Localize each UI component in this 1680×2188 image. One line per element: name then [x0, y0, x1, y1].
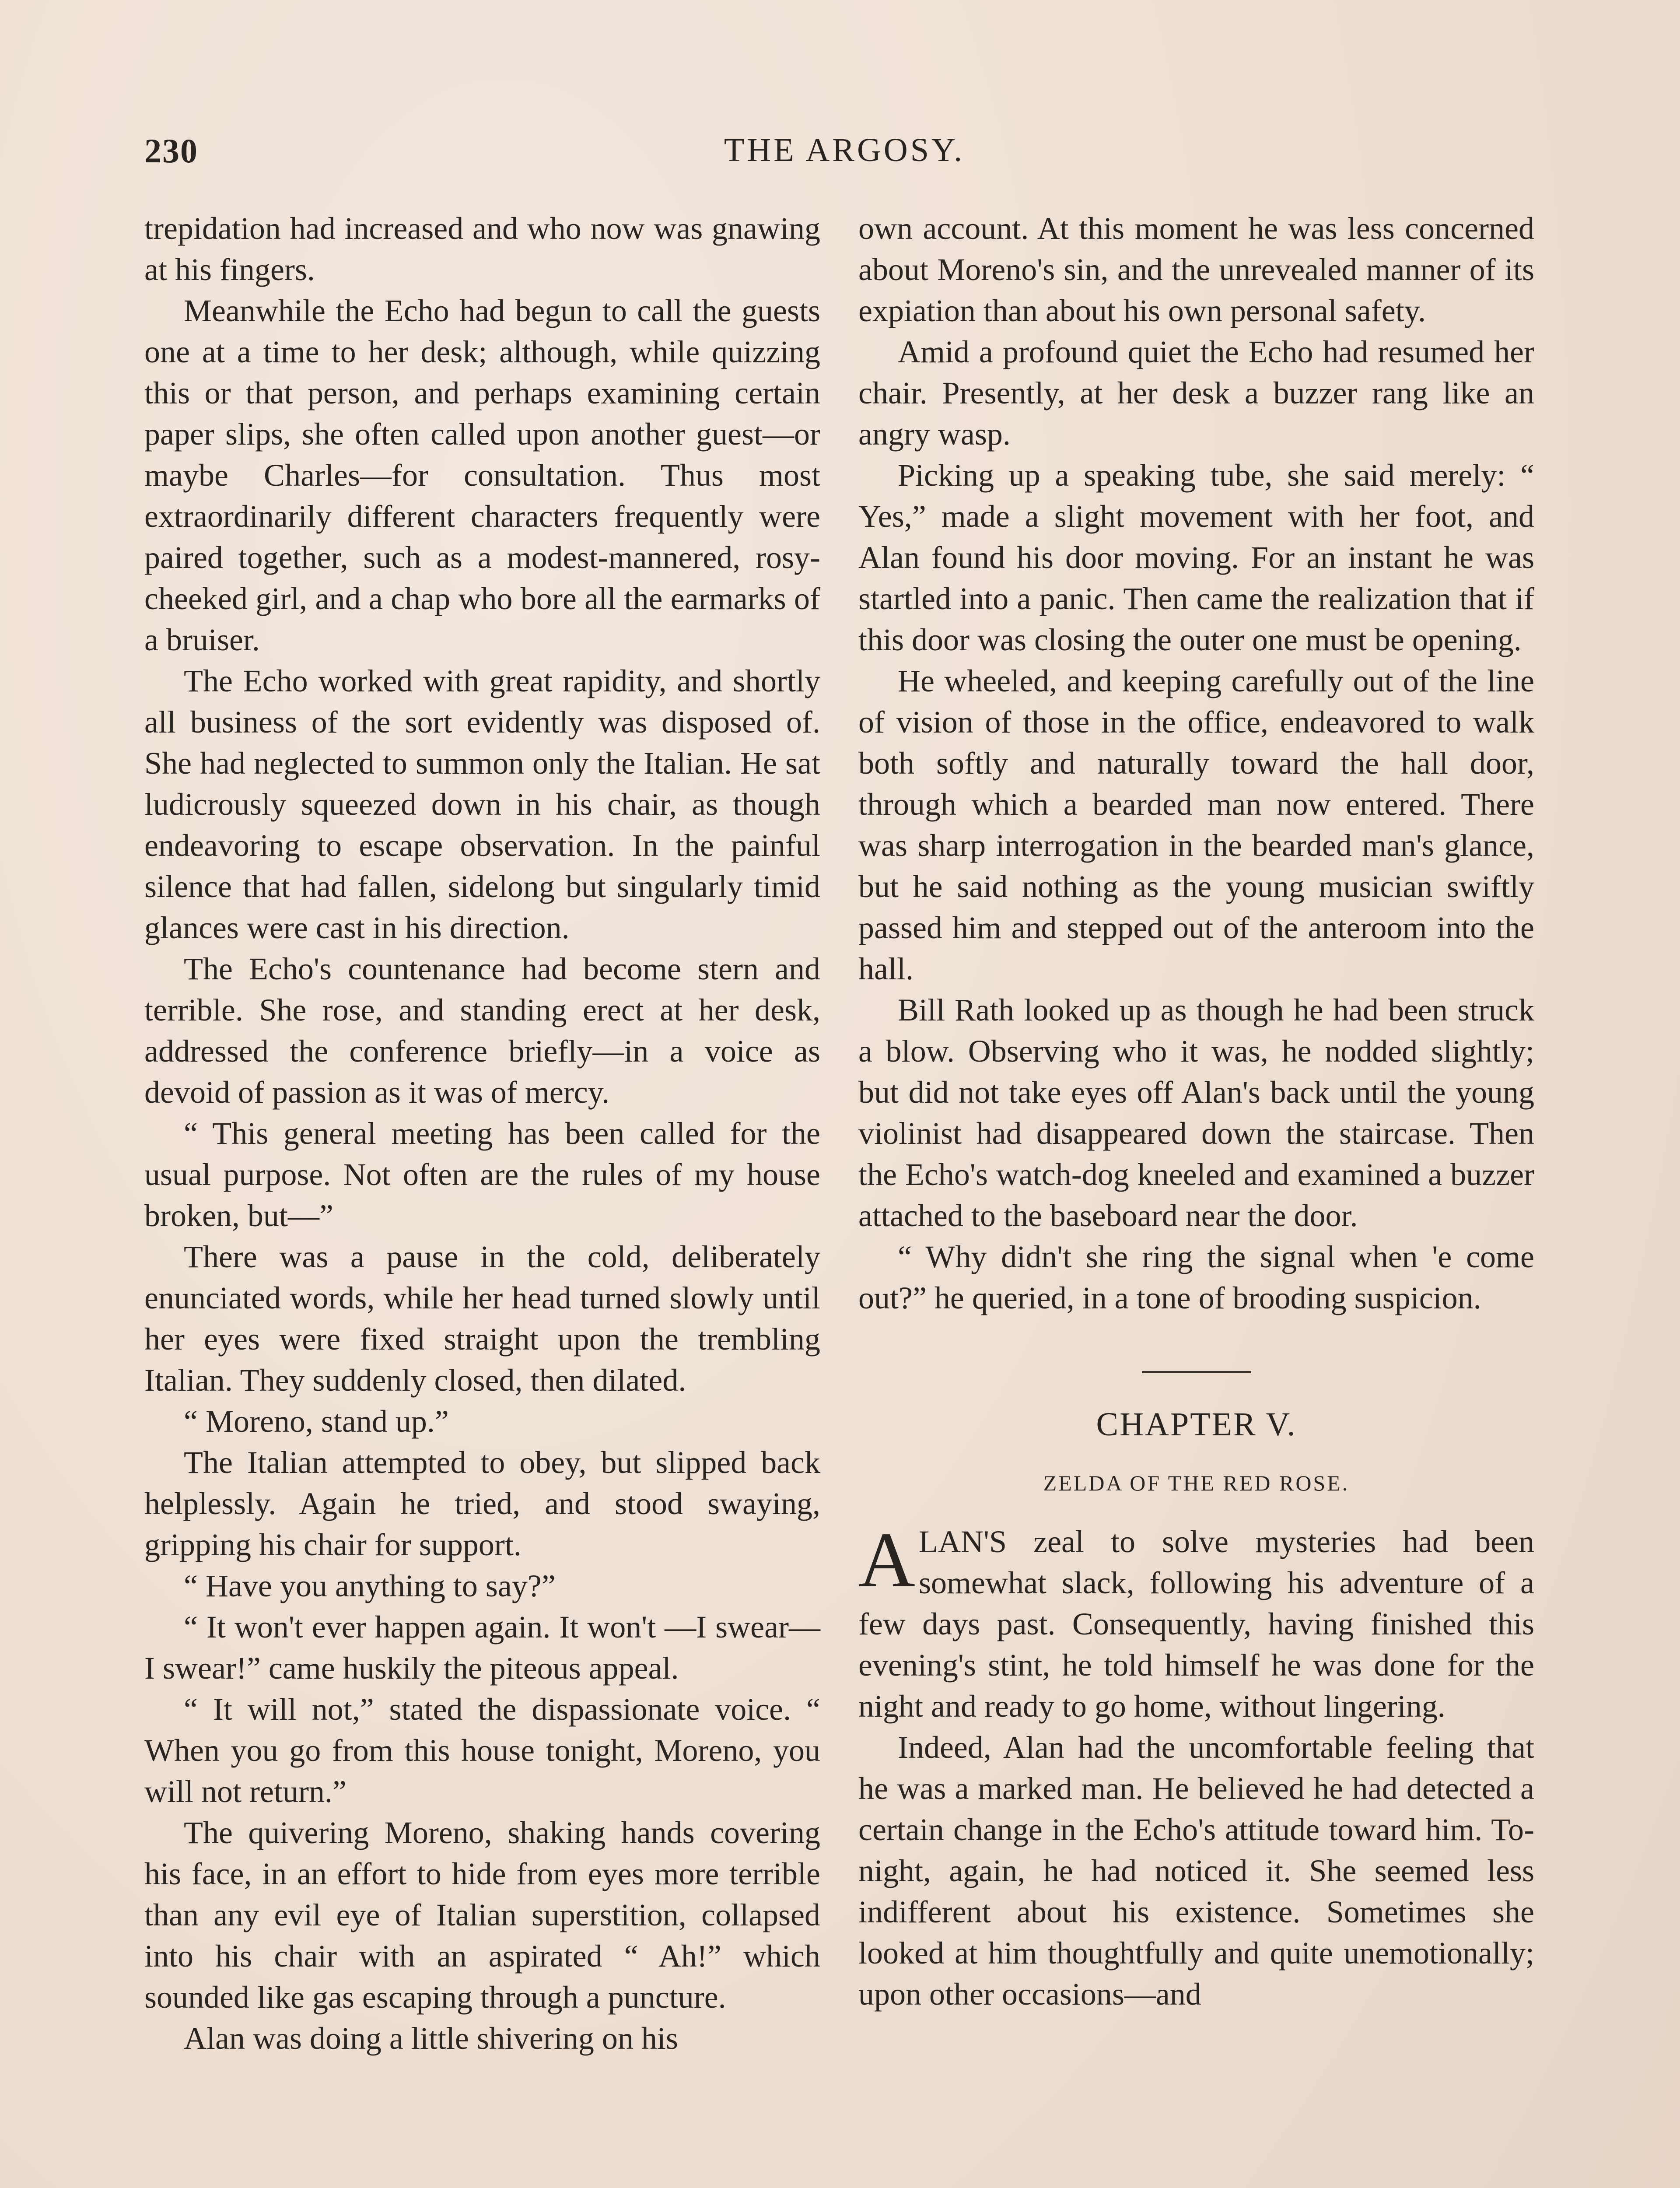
right-column: [858, 208, 1534, 2015]
paragraph: “ This general meeting has been called for the usual purpose. Not often are the rules of my house broken, but—”: [144, 1116, 820, 1233]
paragraph: “ Have you anything to say?”: [184, 1568, 556, 1603]
paragraph: “ It will not,” stated the dispassionate voice. “ When you go from this house tonight, Moreno, you will not return.”: [144, 1692, 820, 1809]
paragraph: “ It won't ever happen again. It won't —I swear—I swear!” came huskily the piteous appeal.: [144, 1609, 820, 1686]
page-header: [144, 131, 1544, 179]
paragraph: Amid a profound quiet the Echo had resumed her chair. Presently, at her desk a buzzer rang like an angry wasp.: [858, 334, 1534, 452]
chapter-opening-paragraph: [858, 1516, 1534, 1727]
opening-text: LAN'S zeal to solve mysteries had been somewhat slack, following his adventure of a few days past. Consequently, having finished this evening's stint, he told himself he was done for the night and ready to go home, without lingering.: [858, 1524, 1534, 1724]
paragraph: “ Moreno, stand up.”: [184, 1404, 449, 1439]
chapter-subtitle: ZELDA OF THE RED ROSE.: [1043, 1471, 1350, 1495]
paragraph: Picking up a speaking tube, she said merely: “ Yes,” made a slight movement with her foot, and Alan found his door moving. For an instant he was startled into a panic. Then came the realization that if this door was closing the outer one must be opening.: [858, 458, 1534, 657]
section-divider: [1142, 1371, 1251, 1373]
paragraph: own account. At this moment he was less concerned about Moreno's sin, and the unrevealed manner of its expiation than about his own personal safety.: [858, 211, 1534, 328]
page-number: 230: [144, 132, 198, 170]
paragraph: The Echo worked with great rapidity, and shortly all business of the sort evidently was disposed of. She had neglected to summon only the Italian. He sat ludicrously squeezed down in his chair, as though endeavoring to escape observation. In the painful silence that had fallen, sidelong but singularly timid glances were cast in his direction.: [144, 663, 820, 945]
paragraph: Alan was doing a little shivering on his: [184, 2021, 678, 2056]
left-column: [144, 208, 820, 2059]
paragraph: The Echo's countenance had become stern and terrible. She rose, and standing erect at her desk, addressed the conference briefly—in a voice as devoid of passion as it was of mercy.: [144, 951, 820, 1110]
paragraph: There was a pause in the cold, deliberately enunciated words, while her head turned slowly until her eyes were fixed straight upon the trembling Italian. They suddenly closed, then dilated.: [144, 1239, 820, 1398]
chapter-title: CHAPTER V.: [1096, 1406, 1297, 1443]
paragraph: Meanwhile the Echo had begun to call the guests one at a time to her desk; although, while quizzing this or that person, and perhaps examining certain paper slips, she often called upon another guest—or maybe Charles—for consultation. Thus most extraordinarily different characters frequently were paired together, such as a modest-mannered, rosy-cheeked girl, and a chap who bore all the earmarks of a bruiser.: [144, 293, 820, 657]
paragraph: The quivering Moreno, shaking hands covering his face, in an effort to hide from eyes more terrible than any evil eye of Italian superstition, collapsed into his chair with an aspirated “ Ah!” which sounded like gas escaping through a puncture.: [144, 1815, 820, 2015]
paragraph: Bill Rath looked up as though he had been struck a blow. Observing who it was, he nodded slightly; but did not take eyes off Alan's back until the young violinist had disappeared down the staircase. Then the Echo's watch-dog kneeled and examined a buzzer attached to the baseboard near the door.: [858, 992, 1534, 1233]
paragraph: trepidation had increased and who now was gnawing at his fingers.: [144, 211, 820, 287]
paragraph: The Italian attempted to obey, but slipped back helplessly. Again he tried, and stood swaying, gripping his chair for support.: [144, 1445, 820, 1562]
paragraph: Indeed, Alan had the uncomfortable feeling that he was a marked man. He believed he had detected a certain change in the Echo's attitude toward him. To-night, again, he had noticed it. She seemed less indifferent about his existence. Sometimes she looked at him thoughtfully and quite unemotionally; upon other occasions—and: [858, 1730, 1534, 2012]
paragraph: He wheeled, and keeping carefully out of the line of vision of those in the office, endeavored to walk both softly and naturally toward the hall door, through which a bearded man now entered. There was sharp interrogation in the bearded man's glance, but he said nothing as the young musician swiftly passed him and stepped out of the anteroom into the hall.: [858, 663, 1534, 986]
paragraph: “ Why didn't she ring the signal when 'e come out?” he queried, in a tone of brooding suspicion.: [858, 1239, 1534, 1315]
drop-cap: A: [858, 1516, 915, 1603]
running-head: THE ARGOSY.: [724, 132, 965, 168]
